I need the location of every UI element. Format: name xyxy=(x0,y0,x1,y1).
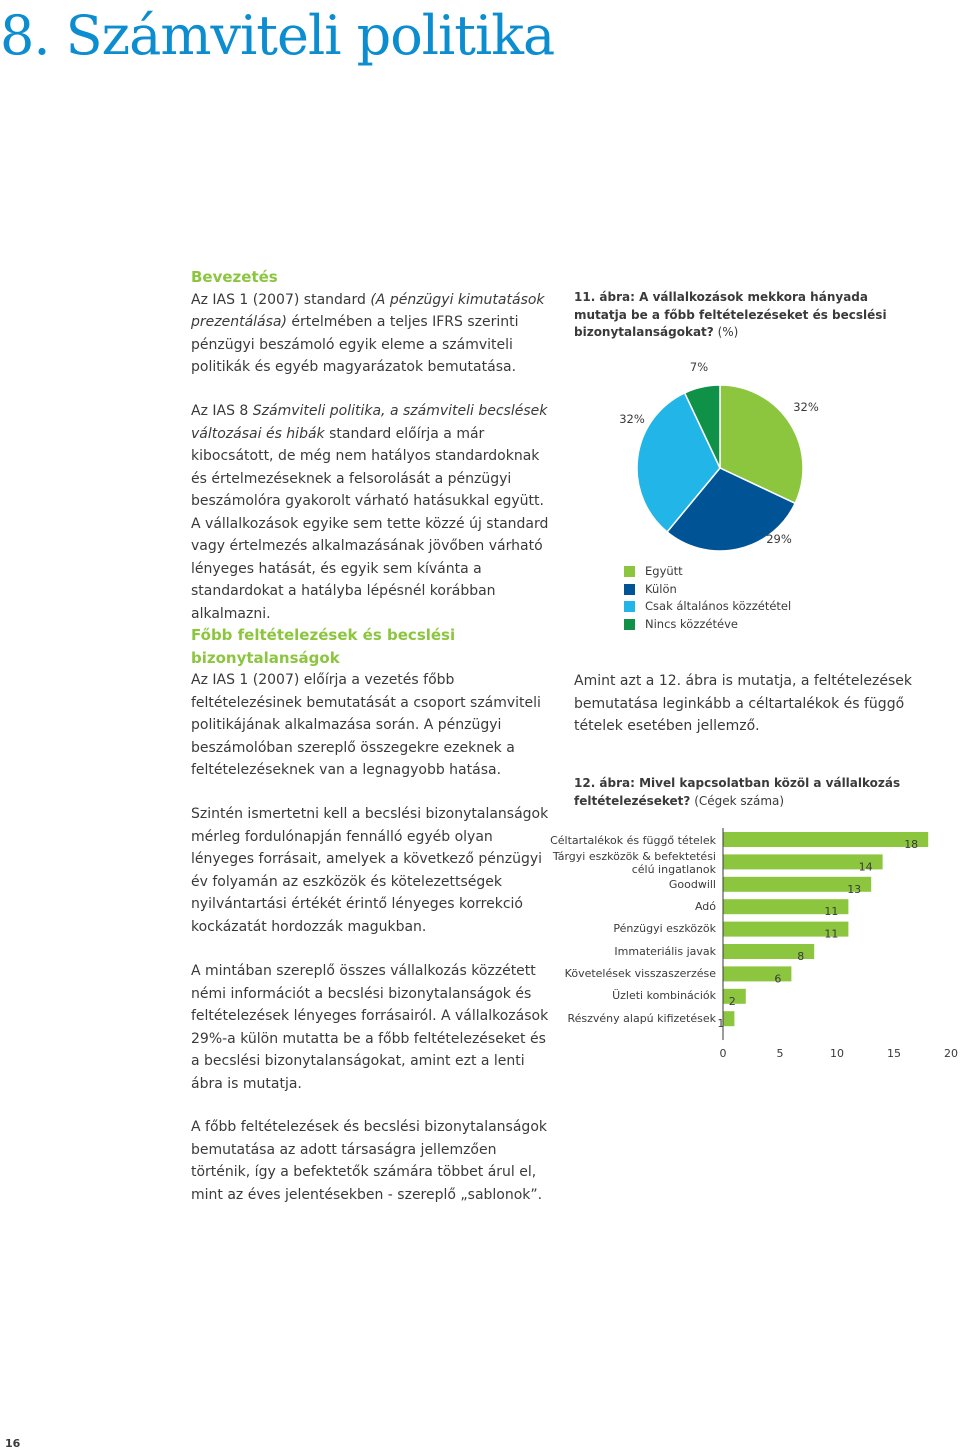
bar-tick-label: 15 xyxy=(887,1047,901,1060)
assumptions-heading: Főbb feltételezések és becslési bizonytalanságok xyxy=(191,626,456,667)
intro-text-2: értelmében a teljes IFRS szerinti pénzügyi beszámoló egyik eleme a számviteli politikák és egyéb magyarázatok bemutatása. xyxy=(191,314,519,375)
pie-value-label: 7% xyxy=(689,360,709,374)
assumptions-paragraph-1: Az IAS 1 (2007) előírja a vezetés főbb feltételezésinek bemutatását a csoport számviteli politikájának alkalmazása során. A pénzügyi beszámolóban szereplő összegekre ezeknek a feltételezéseknek van a legnagyobb hatása. xyxy=(191,672,541,778)
figure11-caption-text: 11. ábra: A vállalkozások mekkora hányada mutatja be a főbb feltételezéseket és becslési bizonytalanságokat? xyxy=(574,290,887,339)
ias8-italic: Számviteli politika, a számviteli becslések változásai és hibák xyxy=(191,403,548,442)
bar-value-label: 2 xyxy=(728,994,736,1008)
assumptions-paragraph-2: Szintén ismertetni kell a becslési bizonytalanságok mérleg fordulónapján fennálló egyéb olyan lényeges forrásait, amelyek a következő pénzügyi év folyamán az eszközök és kötelezettségek nyilvántartási értékét érintő lényeges korrekció kockázatát hordozzák magukban. xyxy=(191,806,549,935)
legend-label: Csak általános közzététel xyxy=(645,599,792,613)
assumptions-paragraph-4: A főbb feltételezések és becslési bizonytalanságok bemutatása az adott társaságra jellemzően történik, így a befektetők számára többet árul el, mint az éves jelentésekben - szereplő „sablonok”. xyxy=(191,1119,547,1203)
bar-category-label: Pénzügyi eszközök xyxy=(613,922,716,935)
bar-value-label: 6 xyxy=(774,972,782,986)
bar-tick-label: 10 xyxy=(830,1047,844,1060)
bar-category-label: Részvény alapú kifizetések xyxy=(567,1012,716,1025)
ias8-text-2: standard előírja a már kibocsátott, de még nem hatályos standardoknak és értelmezéseknek a felsorolását a pénzügyi beszámolóra gyakorolt várható hatásukkal együtt. A vállalkozások egyike sem tette közzé új standard vagy értelmezés alkalmazásának jövőben várható lényeges hatását, és egyik sem kívánta a standardokat a hatályba lépésnél korábban alkalmazni. xyxy=(191,425,549,622)
bar-category-label: Céltartalékok és függő tételek xyxy=(550,834,716,847)
bar-tick-label: 20 xyxy=(944,1047,958,1060)
intro-text-1: Az IAS 1 (2007) standard xyxy=(191,291,371,308)
figure11-caption-unit: (%) xyxy=(717,325,739,339)
bar-value-label: 1 xyxy=(717,1017,725,1031)
bar-category-label: Adó xyxy=(694,900,716,913)
legend-label: Külön xyxy=(645,581,677,596)
bar xyxy=(723,1011,734,1026)
bar-category-label: Immateriális javak xyxy=(614,945,716,958)
bar-value-label: 13 xyxy=(847,882,862,896)
figure12-caption-text: 12. ábra: Mivel kapcsolatban közöl a vállalkozás feltételezéseket? xyxy=(574,776,901,808)
bar-value-label: 11 xyxy=(824,927,839,941)
bar-value-label: 11 xyxy=(824,905,839,919)
bar-value-label: 14 xyxy=(858,860,873,874)
pie-value-label: 32% xyxy=(793,400,819,414)
legend-label: Együtt xyxy=(645,564,683,578)
ias8-text-1: Az IAS 8 xyxy=(191,403,253,419)
pie-value-label: 32% xyxy=(619,412,645,426)
intro-heading: Bevezetés xyxy=(191,268,278,286)
bar-category-label: Goodwill xyxy=(668,878,716,891)
bar-category-label: célú ingatlanok xyxy=(631,863,716,876)
bar-category-label: Üzleti kombinációk xyxy=(612,989,716,1002)
bar-value-label: 8 xyxy=(797,950,805,963)
intro-italic: (A pénzügyi kimutatások prezentálása) xyxy=(191,291,545,330)
page-title: 8. Számviteli politika xyxy=(0,4,555,67)
assumptions-paragraph-3: A mintában szereplő összes vállalkozás közzétett némi információt a becslési bizonytalanságok és feltételezések lényeges forrásairól. A vállalkozások 29%-a külön mutatta be a főbb feltételezéseket és a becslési bizonytalanságokat, amint ezt a lenti ábra is mutatja. xyxy=(191,963,549,1092)
bar-tick-label: 5 xyxy=(776,1047,784,1060)
bar-value-label: 18 xyxy=(904,838,919,851)
bar xyxy=(723,832,928,847)
bar-category-label: Tárgyi eszközök & befektetési xyxy=(552,850,716,863)
pie-value-label: 29% xyxy=(766,532,792,546)
bar-category-label: Követelések visszaszerzése xyxy=(564,967,716,980)
legend-label: Nincs közzétéve xyxy=(645,616,738,631)
page-number: 16 xyxy=(5,1437,21,1450)
figure12-caption-unit: (Cégek száma) xyxy=(694,793,785,808)
bar-tick-label: 0 xyxy=(719,1047,727,1060)
between-text: Amint azt a 12. ábra is mutatja, a feltételezések bemutatása leginkább a céltartalékok és függő tételek esetében jellemző. xyxy=(574,673,912,734)
